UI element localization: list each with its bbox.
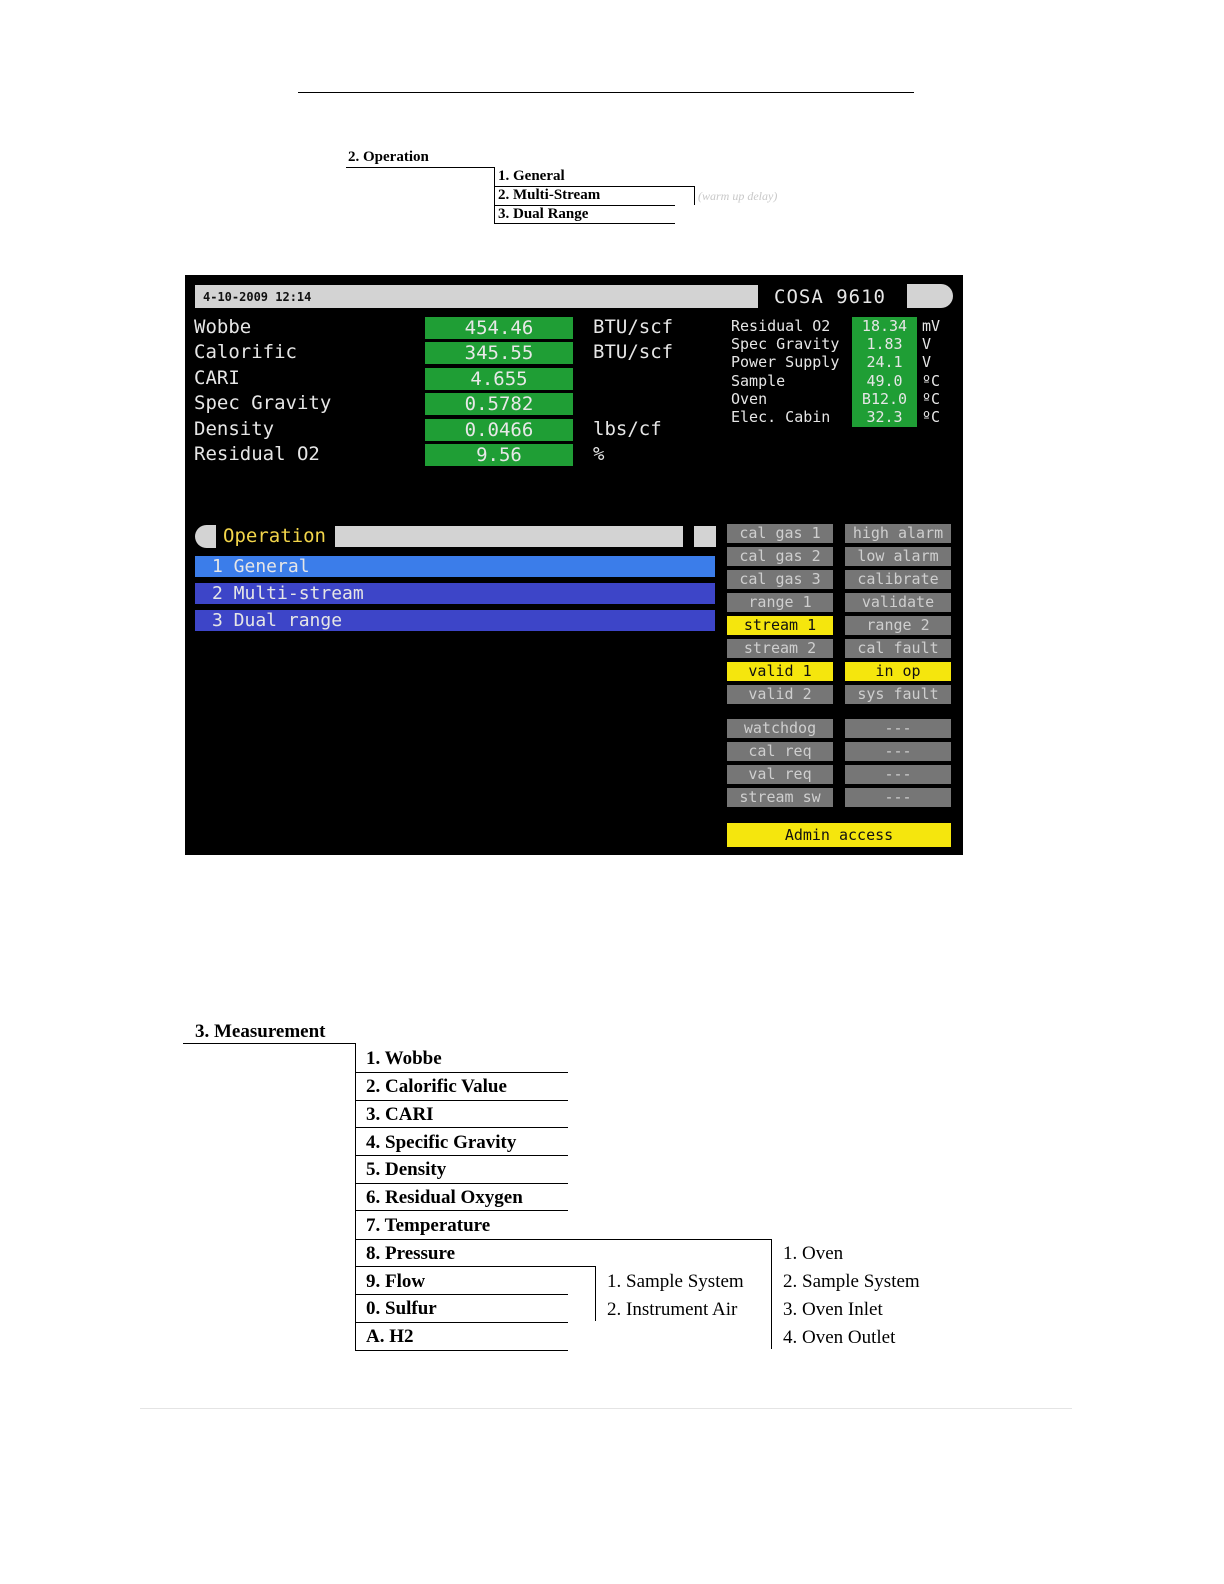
status-cal-gas-1: cal gas 1	[727, 524, 833, 543]
menu-item-label: 2 Multi-stream	[212, 583, 364, 604]
tree-item-h2: A. H2	[366, 1326, 414, 1347]
tree-root-operation: 2. Operation	[348, 149, 429, 165]
tree-line	[771, 1239, 772, 1349]
diagnostic-value: 24.1	[866, 353, 903, 371]
temperature-item-oven-outlet: 4. Oven Outlet	[783, 1327, 896, 1348]
diagnostic-unit: ºC	[922, 408, 941, 426]
top-rule	[298, 92, 914, 93]
diagnostic-unit: ºC	[922, 372, 941, 390]
status-sys-fault: sys fault	[845, 685, 951, 704]
tree-line	[355, 1072, 568, 1073]
tree-line	[595, 1266, 596, 1321]
temperature-item-oven: 1. Oven	[783, 1243, 844, 1264]
measurement-value: 0.5782	[425, 393, 573, 415]
diagnostic-label: Elec. Cabin	[731, 408, 831, 426]
measurement-value: 9.56	[425, 444, 573, 466]
menu-title: Operation	[223, 525, 326, 547]
status-valid-2: valid 2	[727, 685, 833, 704]
tree-item-temperature: 7. Temperature	[366, 1215, 491, 1236]
tree-line	[355, 1239, 771, 1240]
tree-root-measurement: 3. Measurement	[195, 1021, 326, 1042]
tree-line	[694, 186, 695, 205]
status-range-1: range 1	[727, 593, 833, 612]
status-high-alarm: high alarm	[845, 524, 951, 543]
menu-title-cap	[195, 525, 216, 548]
tree-item-general: 1. General	[498, 168, 565, 184]
tree-line	[494, 223, 675, 224]
status-cal-gas-3: cal gas 3	[727, 570, 833, 589]
measurement-label: Spec Gravity	[194, 392, 332, 414]
status-val-req: val req	[727, 765, 833, 784]
tree-item-dual-range: 3. Dual Range	[498, 206, 589, 222]
bottom-rule	[140, 1408, 1072, 1409]
status-in-op: in op	[845, 662, 951, 681]
status-watchdog: watchdog	[727, 719, 833, 738]
tree-item-flow: 9. Flow	[366, 1271, 426, 1292]
status-cal-gas-2: cal gas 2	[727, 547, 833, 566]
diagnostic-label: Oven	[731, 390, 768, 408]
menu-item-label: 3 Dual range	[212, 610, 343, 631]
diagnostic-label: Residual O2	[731, 317, 831, 335]
flow-item-instrument-air: 2. Instrument Air	[607, 1299, 738, 1320]
tree-line	[355, 1266, 595, 1267]
tree-item-multi-stream: 2. Multi-Stream	[498, 187, 601, 203]
tree-item-residual-oxygen: 6. Residual Oxygen	[366, 1187, 523, 1208]
menu-title-bar	[335, 526, 683, 547]
status-validate: validate	[845, 593, 951, 612]
status-blank: ---	[845, 719, 951, 738]
tree-note-warm-up: (warm up delay)	[698, 189, 778, 203]
measurement-unit: BTU/scf	[593, 316, 674, 338]
temperature-item-oven-inlet: 3. Oven Inlet	[783, 1299, 883, 1320]
tree-item-cari: 3. CARI	[366, 1104, 434, 1125]
analyzer-screen	[185, 275, 963, 855]
tree-line	[355, 1127, 568, 1128]
measurement-unit: BTU/scf	[593, 341, 674, 363]
diagnostic-unit: V	[922, 335, 932, 353]
status-blank: ---	[845, 765, 951, 784]
tree-line	[355, 1043, 356, 1350]
menu-title-box	[694, 526, 716, 547]
diagnostic-unit: V	[922, 353, 932, 371]
status-blank: ---	[845, 788, 951, 807]
menu-item-general[interactable]	[195, 556, 715, 577]
tree-item-wobbe: 1. Wobbe	[366, 1048, 442, 1069]
status-cal-fault: cal fault	[845, 639, 951, 658]
measurement-value: 454.46	[425, 317, 573, 339]
tree-item-calorific-value: 2. Calorific Value	[366, 1076, 507, 1097]
measurement-label: Residual O2	[194, 443, 320, 465]
measurement-value: 4.655	[425, 368, 573, 390]
status-cal-req: cal req	[727, 742, 833, 761]
diagnostic-unit: mV	[922, 317, 941, 335]
status-stream-1: stream 1	[727, 616, 833, 635]
status-range-2: range 2	[845, 616, 951, 635]
diagnostic-value: 49.0	[866, 372, 903, 390]
tree-line	[355, 1322, 568, 1323]
diagnostic-label: Power Supply	[731, 353, 840, 371]
measurement-label: Wobbe	[194, 316, 252, 338]
tree-item-specific-gravity: 4. Specific Gravity	[366, 1132, 517, 1153]
tree-line	[183, 1043, 355, 1044]
measurement-value: 0.0466	[425, 419, 573, 441]
status-stream-2: stream 2	[727, 639, 833, 658]
menu-item-dual-range[interactable]	[195, 610, 715, 631]
menu-item-label: 1 General	[212, 556, 310, 577]
datetime: 4-10-2009 12:14	[203, 290, 312, 304]
measurement-unit: %	[593, 443, 605, 465]
tree-line	[355, 1183, 568, 1184]
diagnostic-label: Spec Gravity	[731, 335, 840, 353]
status-blank: ---	[845, 742, 951, 761]
tree-line	[355, 1294, 568, 1295]
diagnostic-value: 18.34	[861, 317, 908, 335]
header-end-cap	[907, 284, 953, 308]
status-low-alarm: low alarm	[845, 547, 951, 566]
measurement-label: Calorific	[194, 341, 297, 363]
measurement-label: CARI	[194, 367, 240, 389]
tree-line	[346, 167, 494, 168]
tree-line	[355, 1350, 568, 1351]
diagnostic-value: 1.83	[866, 335, 903, 353]
temperature-item-sample-system: 2. Sample System	[783, 1271, 920, 1292]
diagnostic-unit: ºC	[922, 390, 941, 408]
tree-line	[355, 1155, 568, 1156]
tree-line	[355, 1100, 568, 1101]
menu-item-multi-stream[interactable]	[195, 583, 715, 604]
status-calibrate: calibrate	[845, 570, 951, 589]
admin-access-button[interactable]: Admin access	[727, 823, 951, 847]
tree-item-density: 5. Density	[366, 1159, 447, 1180]
status-valid-1: valid 1	[727, 662, 833, 681]
device-name: COSA 9610	[774, 286, 886, 308]
tree-line	[355, 1210, 568, 1211]
diagnostic-label: Sample	[731, 372, 786, 390]
measurement-value: 345.55	[425, 342, 573, 364]
measurement-unit: lbs/cf	[593, 418, 662, 440]
tree-line	[494, 167, 495, 224]
flow-item-sample-system: 1. Sample System	[607, 1271, 744, 1292]
measurement-label: Density	[194, 418, 275, 440]
diagnostic-value: B12.0	[861, 390, 908, 408]
status-stream-sw: stream sw	[727, 788, 833, 807]
tree-item-sulfur: 0. Sulfur	[366, 1298, 437, 1319]
diagnostic-value: 32.3	[866, 408, 903, 426]
tree-item-pressure: 8. Pressure	[366, 1243, 456, 1264]
